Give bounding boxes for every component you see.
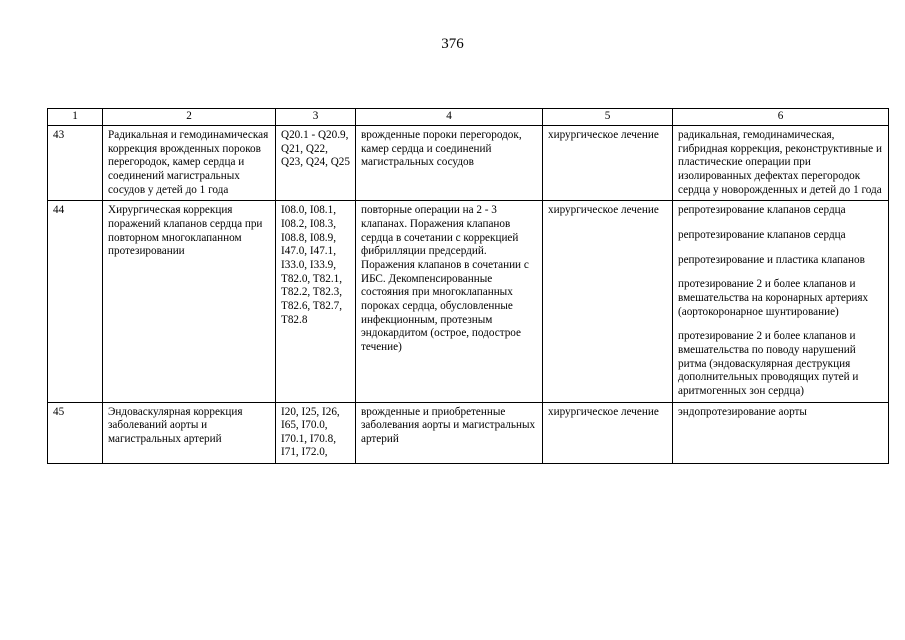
medical-care-table bbox=[47, 108, 889, 464]
column-header-6: 6 bbox=[673, 109, 889, 126]
row-methods bbox=[673, 402, 889, 464]
column-header-1: 1 bbox=[48, 109, 103, 126]
row-conditions: врожденные и приобретенные заболевания аорты и магистральных артерий bbox=[356, 402, 543, 464]
row-number: 44 bbox=[48, 201, 103, 402]
column-header-2: 2 bbox=[103, 109, 276, 126]
column-header-3: 3 bbox=[276, 109, 356, 126]
row-methods bbox=[673, 126, 889, 201]
table-row bbox=[48, 402, 889, 464]
method-item: репротезирование и пластика клапанов bbox=[678, 253, 865, 266]
column-header-4: 4 bbox=[356, 109, 543, 126]
method-item: репротезирование клапанов сердца bbox=[678, 228, 846, 241]
row-number: 45 bbox=[48, 402, 103, 464]
row-codes: I20, I25, I26, I65, I70.0, I70.1, I70.8, I71, I72.0, bbox=[276, 402, 356, 464]
row-treatment: хирургическое лечение bbox=[543, 126, 673, 201]
row-treatment: хирургическое лечение bbox=[543, 201, 673, 402]
row-conditions: повторные операции на 2 - 3 клапанах. Поражения клапанов сердца в сочетании с коррекцией фибрилляции предсердий. Поражения клапанов в сочетании с ИБС. Декомпенсированные состояния при многоклапанных пороках сердца, обусловленные инфекционным, протезным эндокардитом (острое, подострое течение) bbox=[356, 201, 543, 402]
row-treatment: хирургическое лечение bbox=[543, 402, 673, 464]
table-row bbox=[48, 126, 889, 201]
method-item: репротезирование клапанов сердца bbox=[678, 204, 846, 217]
column-header-5: 5 bbox=[543, 109, 673, 126]
page-number: 376 bbox=[441, 36, 464, 52]
table-container bbox=[47, 108, 882, 464]
row-codes: Q20.1 - Q20.9, Q21, Q22, Q23, Q24, Q25 bbox=[276, 126, 356, 201]
row-methods bbox=[673, 201, 889, 402]
method-item: протезирование 2 и более клапанов и вмешательства на коронарных артериях (аортокоронарное шунтирование) bbox=[678, 278, 869, 318]
row-name: Хирургическая коррекция поражений клапанов сердца при повторном многоклапанном протезировании bbox=[103, 201, 276, 402]
row-conditions: врожденные пороки перегородок, камер сердца и соединений магистральных сосудов bbox=[356, 126, 543, 201]
method-item: протезирование 2 и более клапанов и вмешательства по поводу нарушений ритма (эндоваскулярная деструкция дополнительных проводящих путей и аритмогенных зон сердца) bbox=[678, 330, 859, 397]
method-item: эндопротезирование аорты bbox=[678, 405, 807, 418]
row-number: 43 bbox=[48, 126, 103, 201]
table-header-row bbox=[48, 109, 889, 126]
row-name: Радикальная и гемодинамическая коррекция врожденных пороков перегородок, камер сердца и соединений магистральных сосудов у детей до 1 года bbox=[103, 126, 276, 201]
table-row bbox=[48, 201, 889, 402]
method-item: радикальная, гемодинамическая, гибридная коррекция, реконструктивные и пластические операции при изолированных дефектах перегородок сердца у новорожденных и детей до 1 года bbox=[678, 129, 882, 196]
row-name: Эндоваскулярная коррекция заболеваний аорты и магистральных артерий bbox=[103, 402, 276, 464]
row-codes: I08.0, I08.1, I08.2, I08.3, I08.8, I08.9, I47.0, I47.1, I33.0, I33.9, T82.0, T82.1, T82.2, T82.3, T82.6, T82.7, T82.8 bbox=[276, 201, 356, 402]
